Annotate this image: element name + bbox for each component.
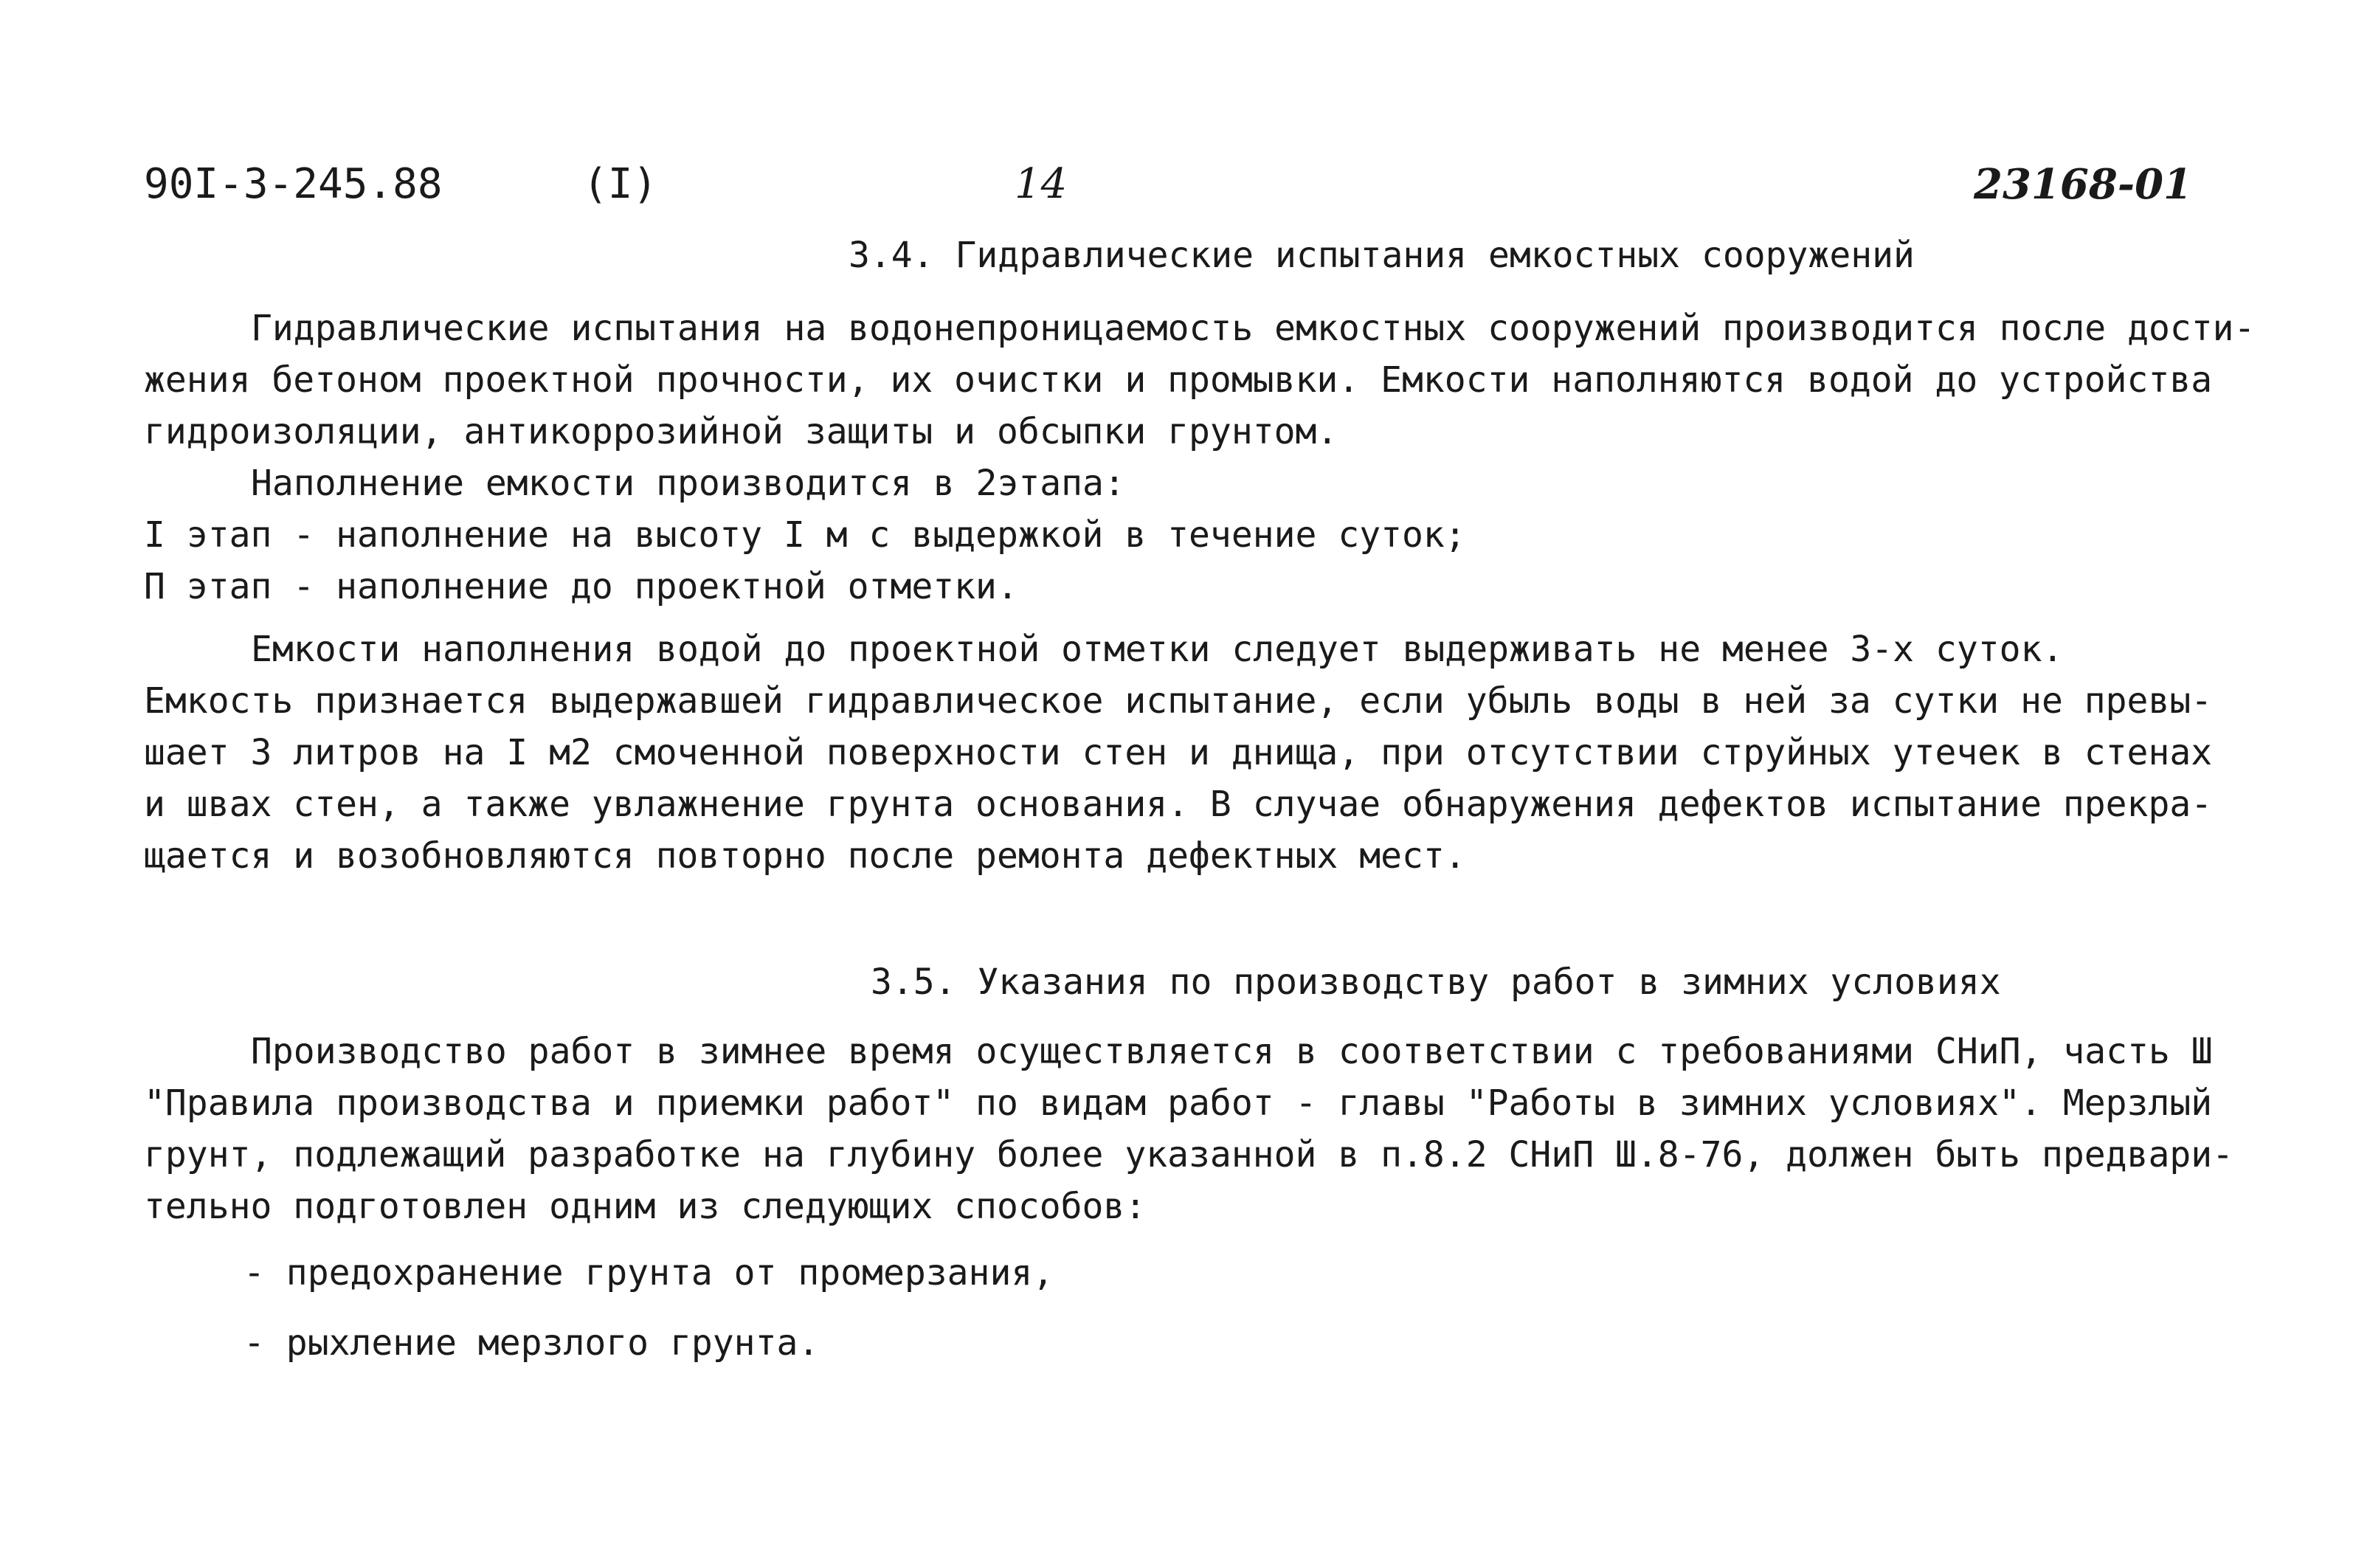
sheet-variant: (I) [583,160,658,208]
text-line: и швах стен, а также увлажнение грунта основания. В случае обнаружения дефектов испытание прекра- [144,784,2213,825]
text-line: Емкость признается выдержавшей гидравлическое испытание, если убыль воды в ней за сутки не превы- [144,680,2213,722]
section-3-5-heading: 3.5. Указания по производству работ в зимних условиях [871,961,2001,1003]
text-line: жения бетоном проектной прочности, их очистки и промывки. Емкости наполняются водой до устройства [144,359,2213,401]
text-line: грунт, подлежащий разработке на глубину более указанной в п.8.2 СНиП Ш.8-76, должен быть предвари- [144,1134,2234,1175]
section-3-4-heading: 3.4. Гидравлические испытания емкостных сооружений [849,235,1915,276]
text-line: гидроизоляции, антикоррозийной защиты и обсыпки грунтом. [144,411,1338,452]
text-line: Гидравлические испытания на водонепроницаемость емкостных сооружений производится после дости- [251,308,2256,349]
text-line: Наполнение емкости производится в 2этапа: [251,463,1125,504]
text-line: шает 3 литров на I м2 смоченной поверхности стен и днища, при отсутствии струйных утечек в стенах [144,732,2213,773]
text-line: I этап - наполнение на высоту I м с выдержкой в течение суток; [144,514,1466,556]
section-3-5-paragraph-1 [144,1026,2234,1232]
text-line: щается и возобновляются повторно после ремонта дефектных мест. [144,835,1466,877]
document-code: 90I-3-245.88 [144,160,443,208]
text-line: П этап - наполнение до проектной отметки. [144,566,1018,607]
text-line: тельно подготовлен одним из следующих способов: [144,1186,1147,1227]
text-line: Производство работ в зимнее время осуществляется в соответствии с требованиями СНиП, часть Ш [251,1031,2213,1072]
page-number: 14 [1015,160,1068,208]
section-3-4-paragraph-1 [144,303,2256,612]
text-line: "Правила производства и приемки работ" по видам работ - главы "Работы в зимних условиях". Мерзлый [144,1082,2213,1124]
list-item: - рыхление мерзлого грунта. [243,1322,820,1364]
inventory-number: 23168-01 [1974,160,2192,209]
section-3-4-paragraph-3 [144,624,2213,882]
list-item: - предохранение грунта от промерзания, [243,1252,1054,1294]
text-line: Емкости наполнения водой до проектной отметки следует выдерживать не менее 3-х суток. [251,629,2064,670]
